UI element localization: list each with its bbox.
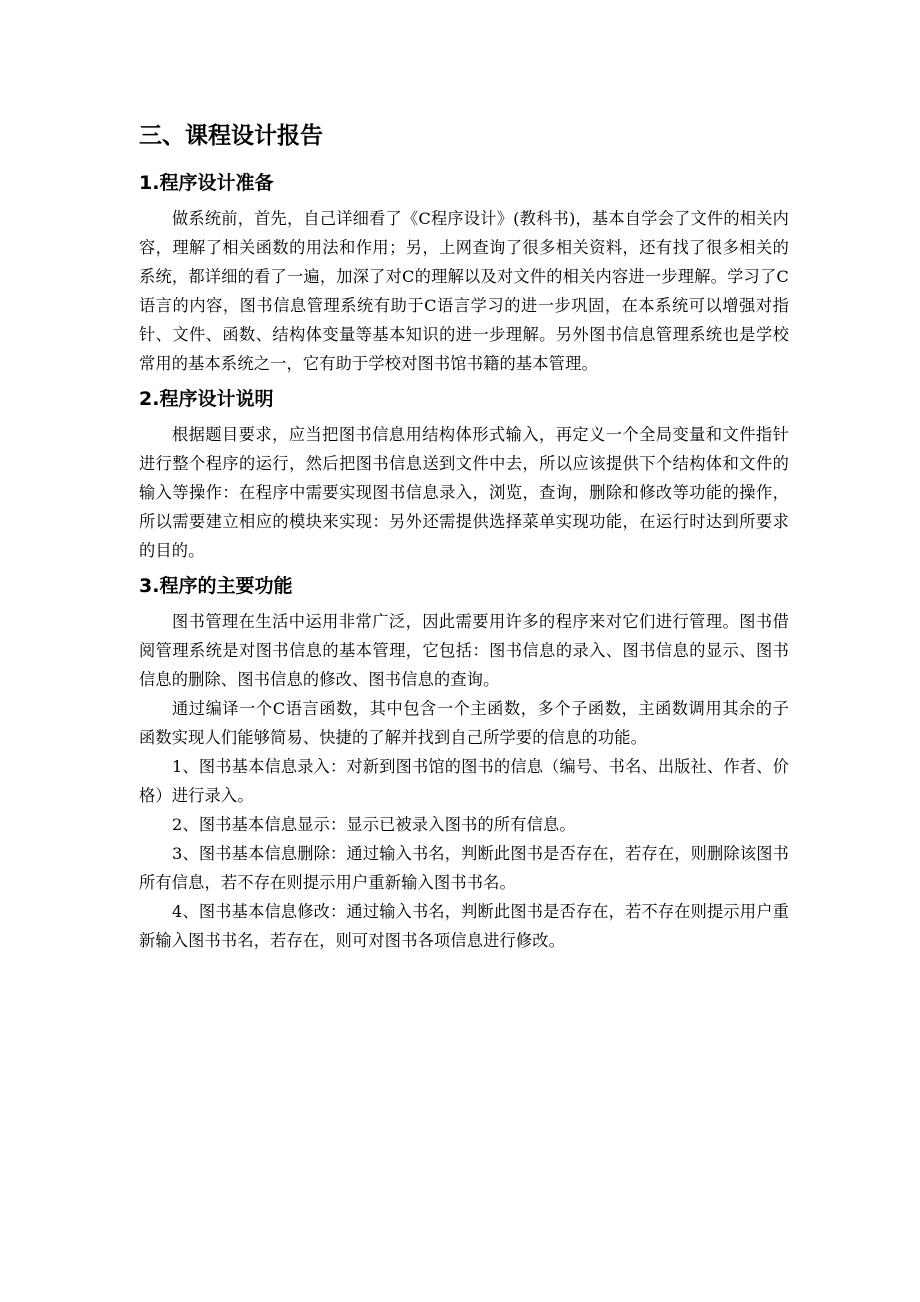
section-program-description bbox=[139, 384, 789, 565]
paragraph: 通过编译一个C语言函数，其中包含一个主函数，多个子函数，主函数调用其余的子函数实现人们能够简易、快捷的了解并找到自己所学要的信息的功能。 bbox=[139, 699, 789, 747]
paragraph: 图书管理在生活中运用非常广泛，因此需要用许多的程序来对它们进行管理。图书借阅管理系统是对图书信息的基本管理，它包括：图书信息的录入、图书信息的显示、图书信息的删除、图书信息的修改、图书信息的查询。 bbox=[139, 612, 789, 689]
paragraph: 做系统前，首先，自己详细看了《C程序设计》(教科书)，基本自学会了文件的相关内容，理解了相关函数的用法和作用；另，上网查询了很多相关资料，还有找了很多相关的系统，都详细的看了一遍，加深了对C的理解以及对文件的相关内容进一步理解。学习了C语言的内容，图书信息管理系统有助于C语言学习的进一步巩固，在本系统可以增强对指针、文件、函数、结构体变量等基本知识的进一步理解。另外图书信息管理系统也是学校常用的基本系统之一，它有助于学校对图书馆书籍的基本管理。 bbox=[139, 209, 789, 373]
list-item: 1、图书基本信息录入：对新到图书馆的图书的信息（编号、书名、出版社、作者、价格）进行录入。 bbox=[139, 757, 789, 805]
section-main-functions bbox=[139, 571, 789, 955]
section-program-preparation bbox=[139, 168, 789, 378]
section-heading: 1.程序设计准备 bbox=[139, 172, 274, 194]
section-heading: 2.程序设计说明 bbox=[139, 388, 274, 410]
list-item: 3、图书基本信息删除：通过输入书名，判断此图书是否存在，若存在，则删除该图书所有信息，若不存在则提示用户重新输入图书书名。 bbox=[139, 844, 789, 892]
list-item: 4、图书基本信息修改：通过输入书名，判断此图书是否存在，若不存在则提示用户重新输入图书书名，若存在，则可对图书各项信息进行修改。 bbox=[139, 902, 789, 950]
list-item: 2、图书基本信息显示：显示已被录入图书的所有信息。 bbox=[172, 815, 576, 834]
document-title: 三、课程设计报告 bbox=[139, 123, 323, 149]
document-body bbox=[139, 118, 789, 961]
paragraph: 根据题目要求，应当把图书信息用结构体形式输入，再定义一个全局变量和文件指针进行整个程序的运行，然后把图书信息送到文件中去，所以应该提供下个结构体和文件的输入等操作：在程序中需要实现图书信息录入，浏览，查询，删除和修改等功能的操作，所以需要建立相应的模块来实现：另外还需提供选择菜单实现功能，在运行时达到所要求的目的。 bbox=[139, 425, 789, 560]
section-heading: 3.程序的主要功能 bbox=[139, 575, 293, 597]
